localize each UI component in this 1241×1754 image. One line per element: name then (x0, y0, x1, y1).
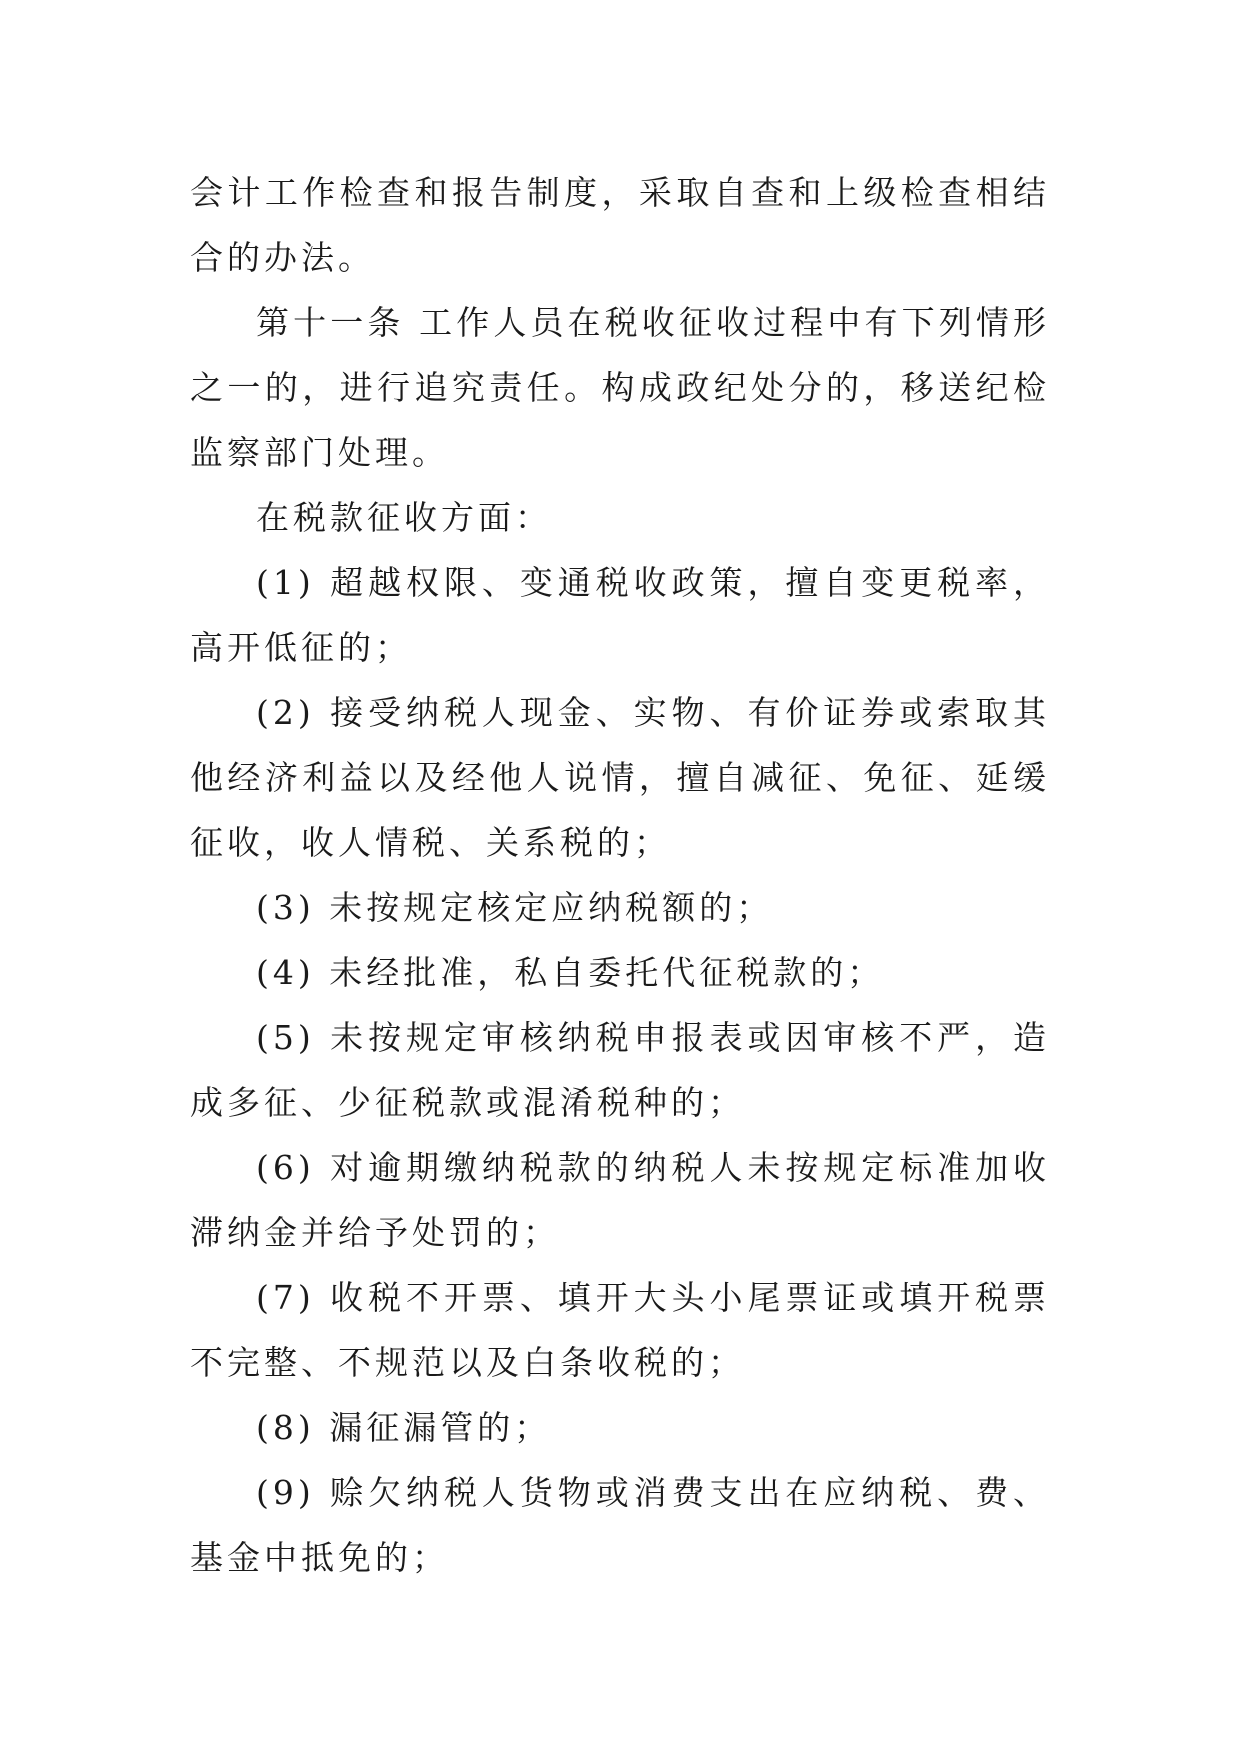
document-body (190, 160, 1050, 1590)
paragraph-continuation: 会计工作检查和报告制度，采取自查和上级检查相结合的办法。 (190, 173, 1050, 277)
paragraph-article-11: 第十一条 工作人员在税收征收过程中有下列情形之一的，进行追究责任。构成政纪处分的，移送纪检监察部门处理。 (190, 303, 1050, 472)
list-item-6: (6) 对逾期缴纳税款的纳税人未按规定标准加收滞纳金并给予处罚的； (190, 1148, 1050, 1252)
list-item-9: (9) 赊欠纳税人货物或消费支出在应纳税、费、基金中抵免的； (190, 1473, 1050, 1577)
paragraph-tax-collection-heading: 在税款征收方面： (256, 498, 552, 537)
list-item-8: (8) 漏征漏管的； (256, 1408, 552, 1447)
list-item-3: (3) 未按规定核定应纳税额的； (256, 888, 774, 927)
list-item-7: (7) 收税不开票、填开大头小尾票证或填开税票不完整、不规范以及白条收税的； (190, 1278, 1050, 1382)
list-item-1: (1) 超越权限、变通税收政策，擅自变更税率，高开低征的； (190, 563, 1050, 667)
list-item-4: (4) 未经批准，私自委托代征税款的； (256, 953, 885, 992)
list-item-5: (5) 未按规定审核纳税申报表或因审核不严，造成多征、少征税款或混淆税种的； (190, 1018, 1050, 1122)
list-item-2: (2) 接受纳税人现金、实物、有价证券或索取其他经济利益以及经他人说情，擅自减征、免征、延缓征收，收人情税、关系税的； (190, 693, 1050, 862)
